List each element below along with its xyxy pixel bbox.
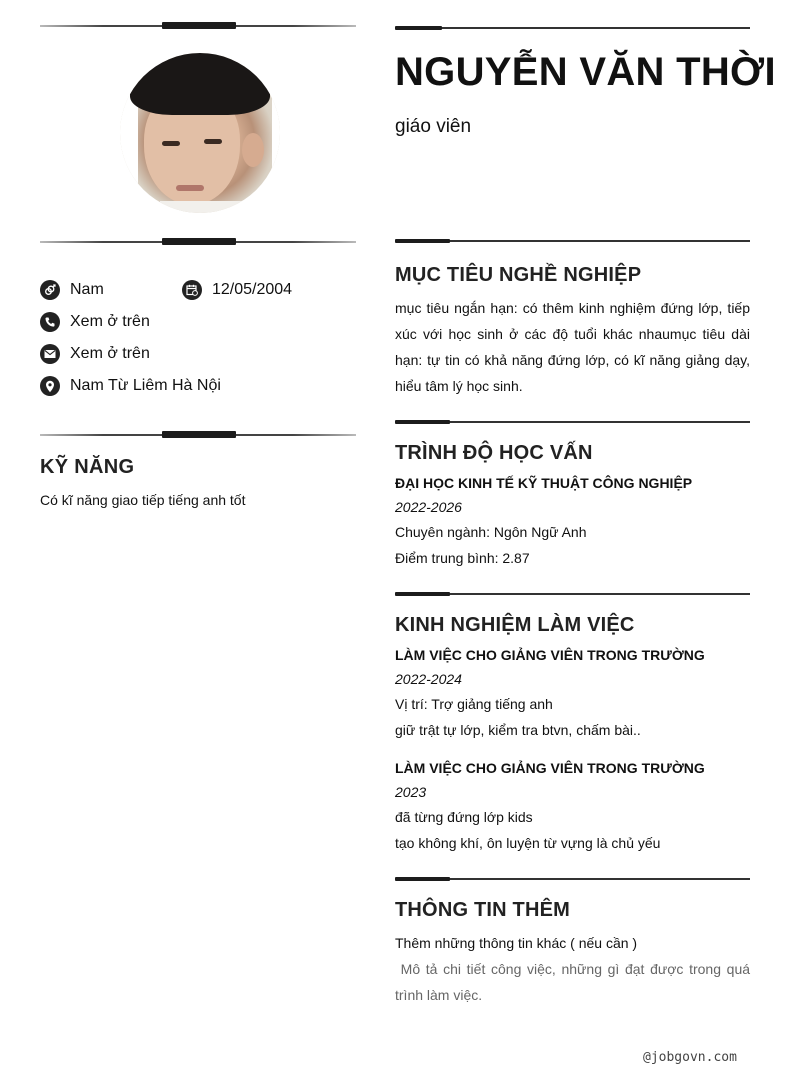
education-title: TRÌNH ĐỘ HỌC VẤN [395,442,593,464]
divider [395,875,750,883]
experience-period: 2022-2024 [395,671,462,687]
location-icon [40,376,60,396]
email-row [40,342,150,366]
divider [395,418,750,426]
additional-text: Thêm những thông tin khác ( nếu cần ) [395,935,638,951]
job-title: giáo viên [395,116,472,137]
skills-title: KỸ NĂNG [40,456,135,478]
address-value: Nam Từ Liêm Hà Nội [70,377,221,394]
calendar-icon [182,280,202,300]
candidate-name: NGUYỄN VĂN THỜI [395,50,776,94]
education-period: 2022-2026 [395,499,462,515]
education-gpa: Điểm trung bình: 2.87 [395,550,530,566]
email-icon [40,344,60,364]
phone-value: Xem ở trên [70,313,150,330]
divider [40,431,356,439]
gender-icon [40,280,60,300]
phone-row [40,310,150,334]
experience-heading: LÀM VIỆC CHO GIẢNG VIÊN TRONG TRƯỜNG [395,647,705,663]
divider [395,590,750,598]
birthday-value: 12/05/2004 [212,281,293,298]
address-row [40,374,221,398]
experience-period: 2023 [395,784,427,800]
divider [40,22,356,30]
phone-icon [40,312,60,332]
objective-title: MỤC TIÊU NGHỀ NGHIỆP [395,264,642,286]
experience-heading: LÀM VIỆC CHO GIẢNG VIÊN TRONG TRƯỜNG [395,760,705,776]
divider [395,237,750,245]
skills-text: Có kĩ năng giao tiếp tiếng anh tốt [40,492,246,508]
education-major: Chuyên ngành: Ngôn Ngữ Anh [395,524,587,540]
divider [40,238,356,246]
gender-value: Nam [70,281,104,298]
birthday-row [182,278,292,302]
additional-description: Mô tả chi tiết công việc, những gì đạt được trong quá trình làm việc. [395,961,754,1003]
additional-title: THÔNG TIN THÊM [395,899,571,921]
watermark: @jobgovn.com [643,1050,737,1065]
education-school: ĐẠI HỌC KINH TẾ KỸ THUẬT CÔNG NGHIỆP [395,475,693,491]
avatar [120,53,280,213]
experience-title: KINH NGHIỆM LÀM VIỆC [395,614,635,636]
experience-detail: Vị trí: Trợ giảng tiếng anh [395,696,553,712]
objective-text: mục tiêu ngắn hạn: có thêm kinh nghiệm đứng lớp, tiếp xúc với học sinh ở các độ tuổi khác nhaumục tiêu dài hạn: tự tin có khả năng đứng lớp, có kĩ năng giảng dạy, hiểu tâm lý học sinh. [395,300,750,394]
experience-detail: tạo không khí, ôn luyện từ vựng là chủ yếu [395,835,661,851]
gender-row [40,278,104,302]
experience-detail: giữ trật tự lớp, kiểm tra btvn, chấm bài.. [395,722,641,738]
email-value: Xem ở trên [70,345,150,362]
experience-detail: đã từng đứng lớp kids [395,809,533,825]
divider [395,24,750,32]
